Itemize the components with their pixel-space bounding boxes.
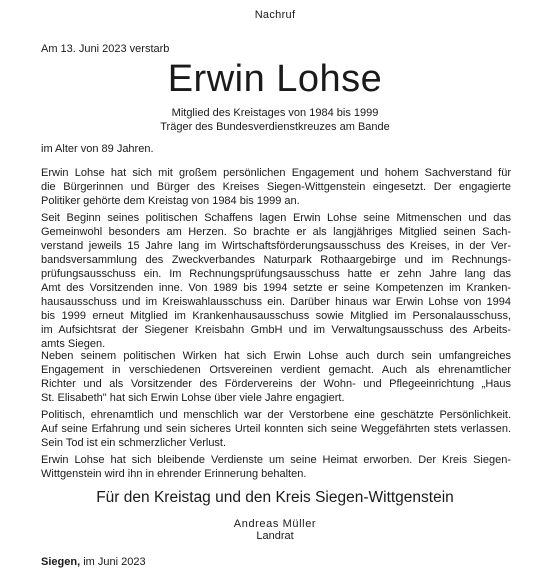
text-line: Erwin Lohse hat sich mit großem persönlichen Engagement und hohem Sachverstand für	[41, 167, 511, 179]
role-line: Träger des Bundesverdienstkreuzes am Bande	[160, 121, 390, 133]
text-line: die Bürgerinnen und Bürger des Kreises Siegen-Wittgenstein eingesetzt. Der engagierte	[41, 181, 511, 193]
text-line: Sein Tod ist ein schmerzlicher Verlust.	[41, 437, 227, 449]
text-line: Politiker gehörte dem Kreistag von 1984 bis 1999 an.	[41, 195, 300, 207]
header-label: Nachruf	[254, 9, 296, 21]
deceased-name: Erwin Lohse	[167, 58, 383, 100]
text-line: Gemeinwohl besonders am Herzen. So brachte er als langjähriges Mitglied seinen Sach-	[41, 226, 511, 238]
text-line: bandsversammlung des Zweckverbandes Naturpark Rothaargebirge und im Rechnungs-	[41, 254, 511, 266]
paragraph	[41, 408, 511, 450]
text-line: Seit Beginn seines politischen Schaffens lagen Erwin Lohse seine Mitmenschen und das	[41, 212, 511, 224]
signer-name: Andreas Müller	[233, 518, 317, 530]
text-line: Neben seinem politischen Wirken hat sich Erwin Lohse auch durch sein umfangreiches	[41, 350, 511, 362]
paragraph	[41, 349, 511, 405]
paragraph	[41, 166, 511, 208]
text-line: im Aufsichtsrat der Siegener Kreisbahn GmbH und im Verwaltungsausschuss des Arbeits-	[41, 324, 511, 336]
death-date: Am 13. Juni 2023 verstarb	[41, 43, 170, 55]
text-line: Auf seine Erfahrung und sein sicheres Urteil konnten sich seine Weggefährten stets verlassen.	[41, 423, 511, 435]
place-date-text: im Juni 2023	[83, 556, 146, 568]
text-line: amts Siegen.	[41, 338, 106, 350]
text-line: bis 1999 erneut Mitglied im Krankenhausausschuss sowie Mitglied im Personalausschuss,	[41, 310, 511, 322]
paragraph	[41, 453, 511, 481]
text-line: Politisch, ehrenamtlich und menschlich war der Verstorbene eine geschätzte Persönlichkeit.	[41, 409, 511, 421]
text-line: Wittgenstein wird ihn in ehrender Erinnerung behalten.	[41, 468, 307, 480]
signature-organization: Für den Kreistag und den Kreis Siegen-Wittgenstein	[96, 489, 454, 506]
text-line: hausausschuss und im Kreiswahlausschuss ein. Darüber hinaus war Erwin Lohse von 1994	[41, 296, 511, 308]
text-line: Erwin Lohse hat sich bleibende Verdienste um seine Heimat erworben. Der Kreis Siegen-	[41, 454, 511, 466]
role-line: Mitglied des Kreistages von 1984 bis 1999	[171, 107, 379, 119]
place-date	[41, 556, 146, 568]
text-line: verstand jeweils 15 Jahre lang im Wirtschaftsförderungsausschuss des Kreises, in der Ver-	[41, 240, 511, 252]
place-city: Siegen,	[41, 556, 81, 568]
paragraph	[41, 211, 511, 351]
text-line: Richter und als Vorsitzender des Fördervereins der Wohn- und Pflegeeinrichtung „Haus	[41, 378, 511, 390]
text-line: Engagement in verschiedenen Ortsvereinen verdient gemacht. Auch als ehrenamtlicher	[41, 364, 511, 376]
text-line: prüfungsausschuss ein. Im Rechnungsprüfungsausschuss hatte er zehn Jahre lang das	[41, 268, 511, 280]
text-line: St. Elisabeth" hat sich Erwin Lohse über viele Jahre engagiert.	[41, 392, 345, 404]
text-line: Amt des Vorsitzenden inne. Von 1989 bis 1994 setzte er seine Kompetenzen im Kranken-	[41, 282, 511, 294]
signer-title: Landrat	[256, 530, 294, 542]
age-line: im Alter von 89 Jahren.	[41, 143, 154, 155]
